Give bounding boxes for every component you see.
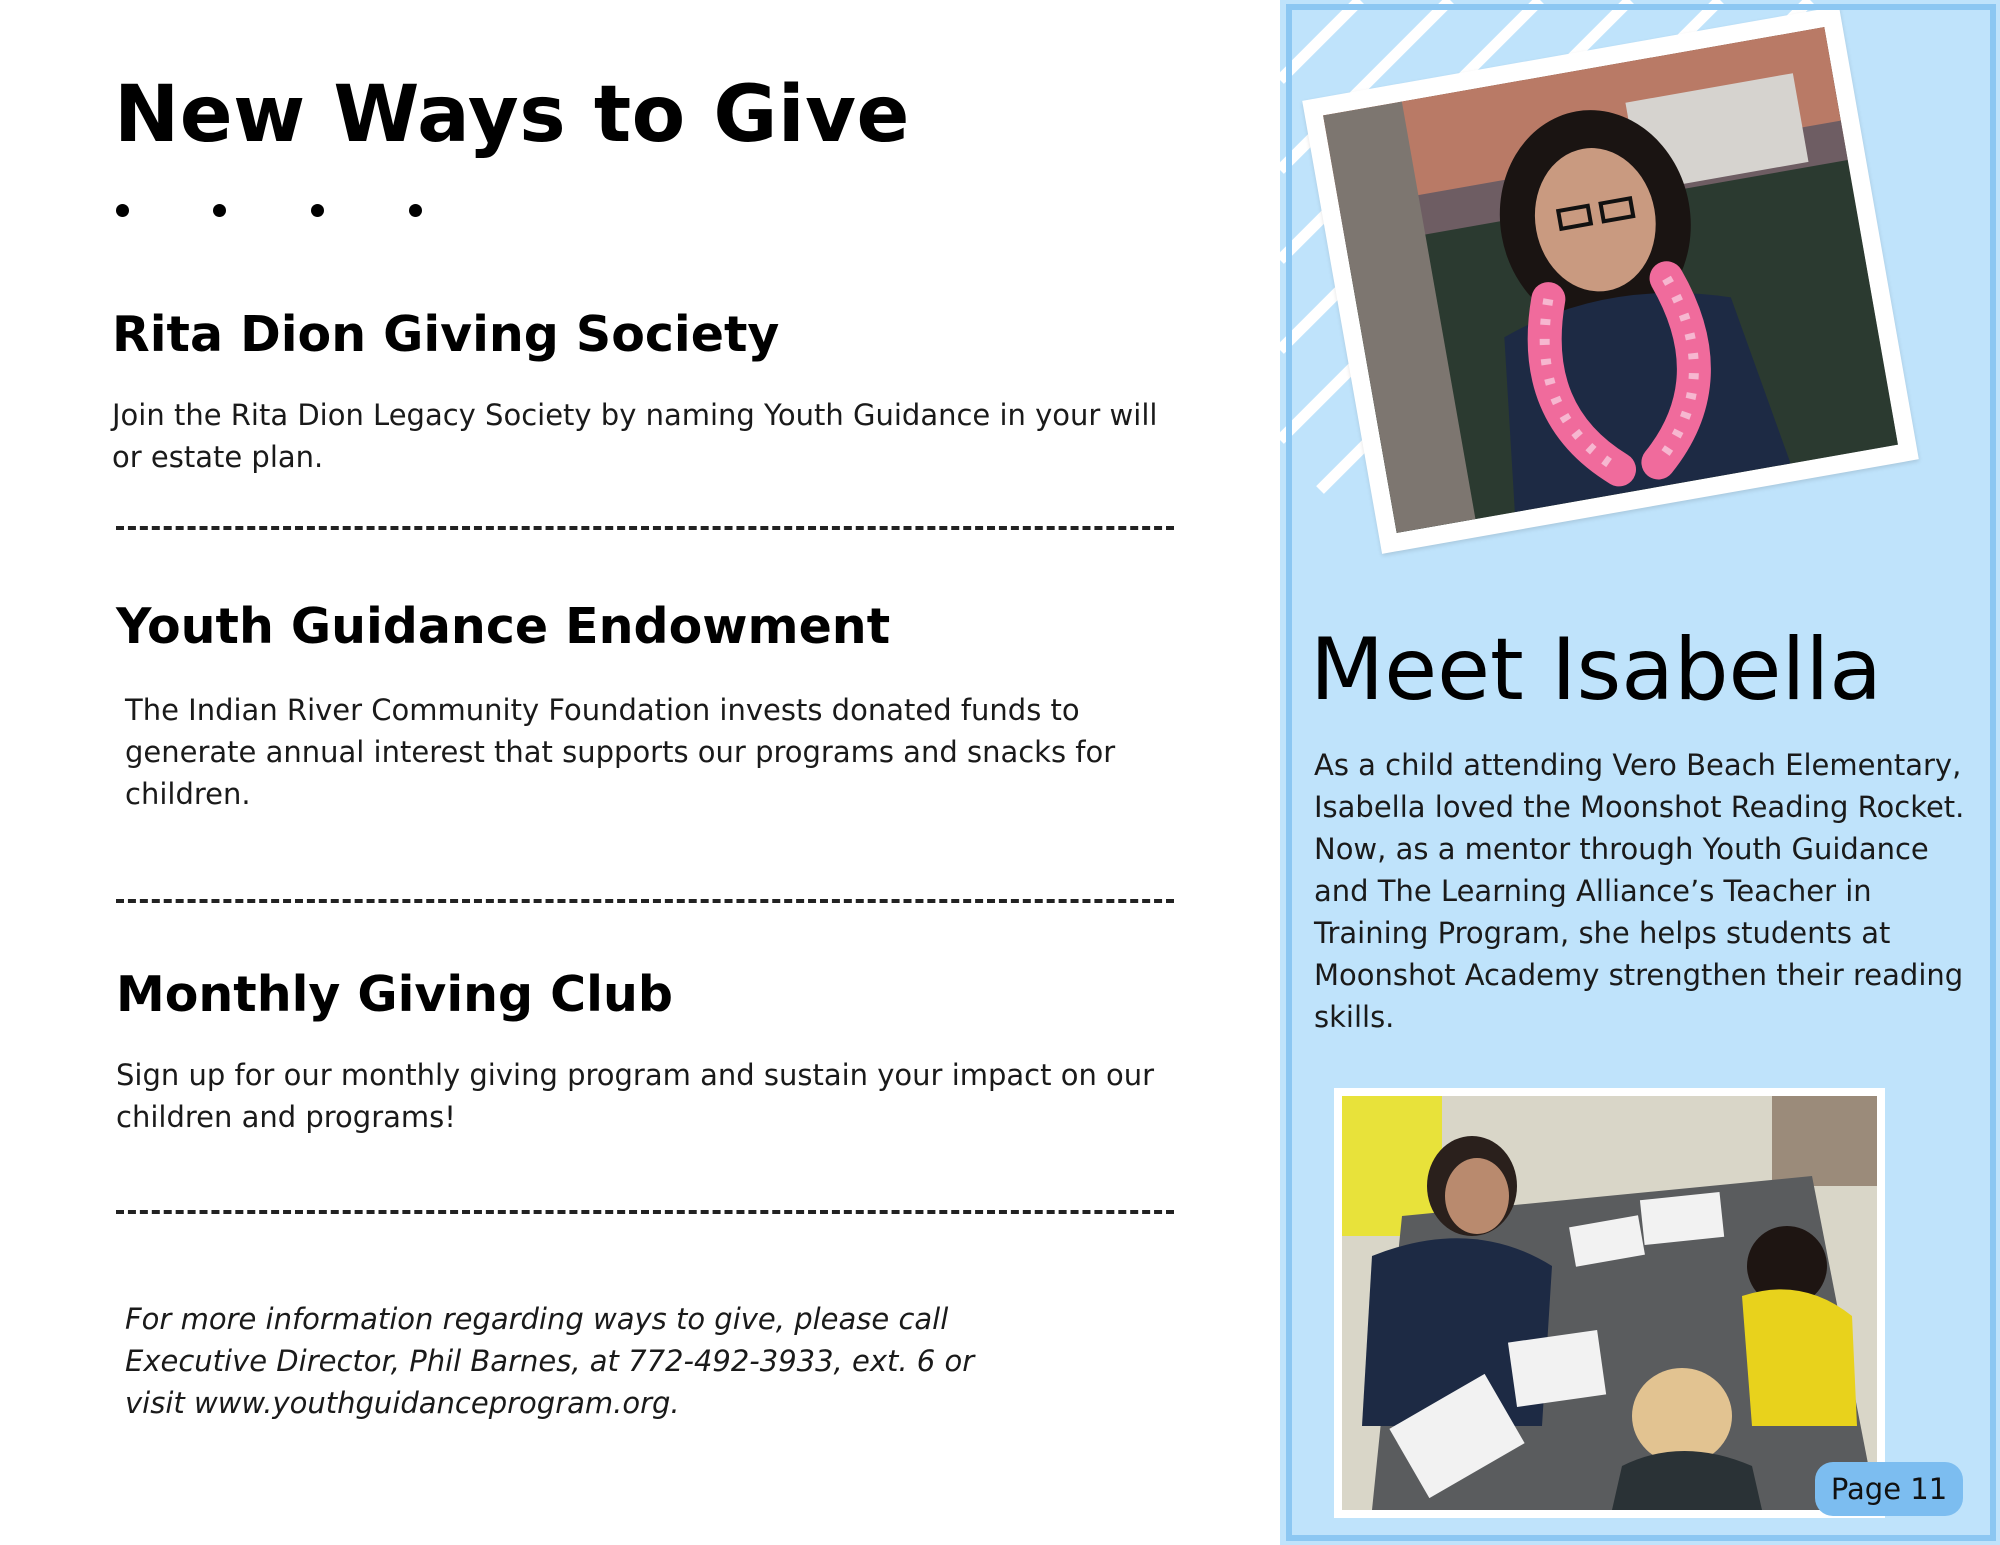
dot-2 <box>213 204 226 217</box>
section-heading-endowment: Youth Guidance Endowment <box>116 598 891 655</box>
section-body-rita-dion: Join the Rita Dion Legacy Society by naming Youth Guidance in your will or estate plan. <box>112 398 1158 474</box>
dashed-divider-2 <box>116 899 1174 903</box>
mentoring-classroom-photo <box>1334 1088 1885 1518</box>
photo-image <box>1342 1096 1877 1510</box>
dashed-divider-3 <box>116 1210 1174 1214</box>
feature-body: As a child attending Vero Beach Elementary, Isabella loved the Moonshot Reading Rocket. Now, as a mentor through Youth Guidance and The Learning Alliance’s Teacher in Training Program, she helps students at Moonshot Academy strengthen their reading skills. <box>1314 748 1965 1034</box>
isabella-portrait-photo <box>1302 6 1919 554</box>
feature-panel <box>1280 0 2000 1545</box>
feature-title: Meet Isabella <box>1310 620 1882 720</box>
section-body-monthly-giving: Sign up for our monthly giving program and sustain your impact on our children and programs! <box>116 1058 1155 1134</box>
page-number-badge: Page 11 <box>1815 1462 1963 1516</box>
dot-4 <box>409 204 422 217</box>
dashed-divider-1 <box>116 526 1174 530</box>
portrait-illustration <box>1323 27 1898 533</box>
section-body-endowment: The Indian River Community Foundation invests donated funds to generate annual interest that supports our programs and snacks for children. <box>125 693 1116 811</box>
photo-image <box>1323 27 1898 533</box>
contact-info-note: For more information regarding ways to give, please call Executive Director, Phil Barnes, at 772-492-3933, ext. 6 or visit www.youthguidanceprogram.org. <box>125 1302 975 1420</box>
section-heading-rita-dion: Rita Dion Giving Society <box>112 306 780 363</box>
dot-1 <box>116 204 129 217</box>
page-title: New Ways to Give <box>114 70 910 160</box>
classroom-illustration <box>1342 1096 1877 1510</box>
section-heading-monthly-giving: Monthly Giving Club <box>116 966 673 1023</box>
dot-3 <box>311 204 324 217</box>
decorative-dots <box>116 204 436 218</box>
